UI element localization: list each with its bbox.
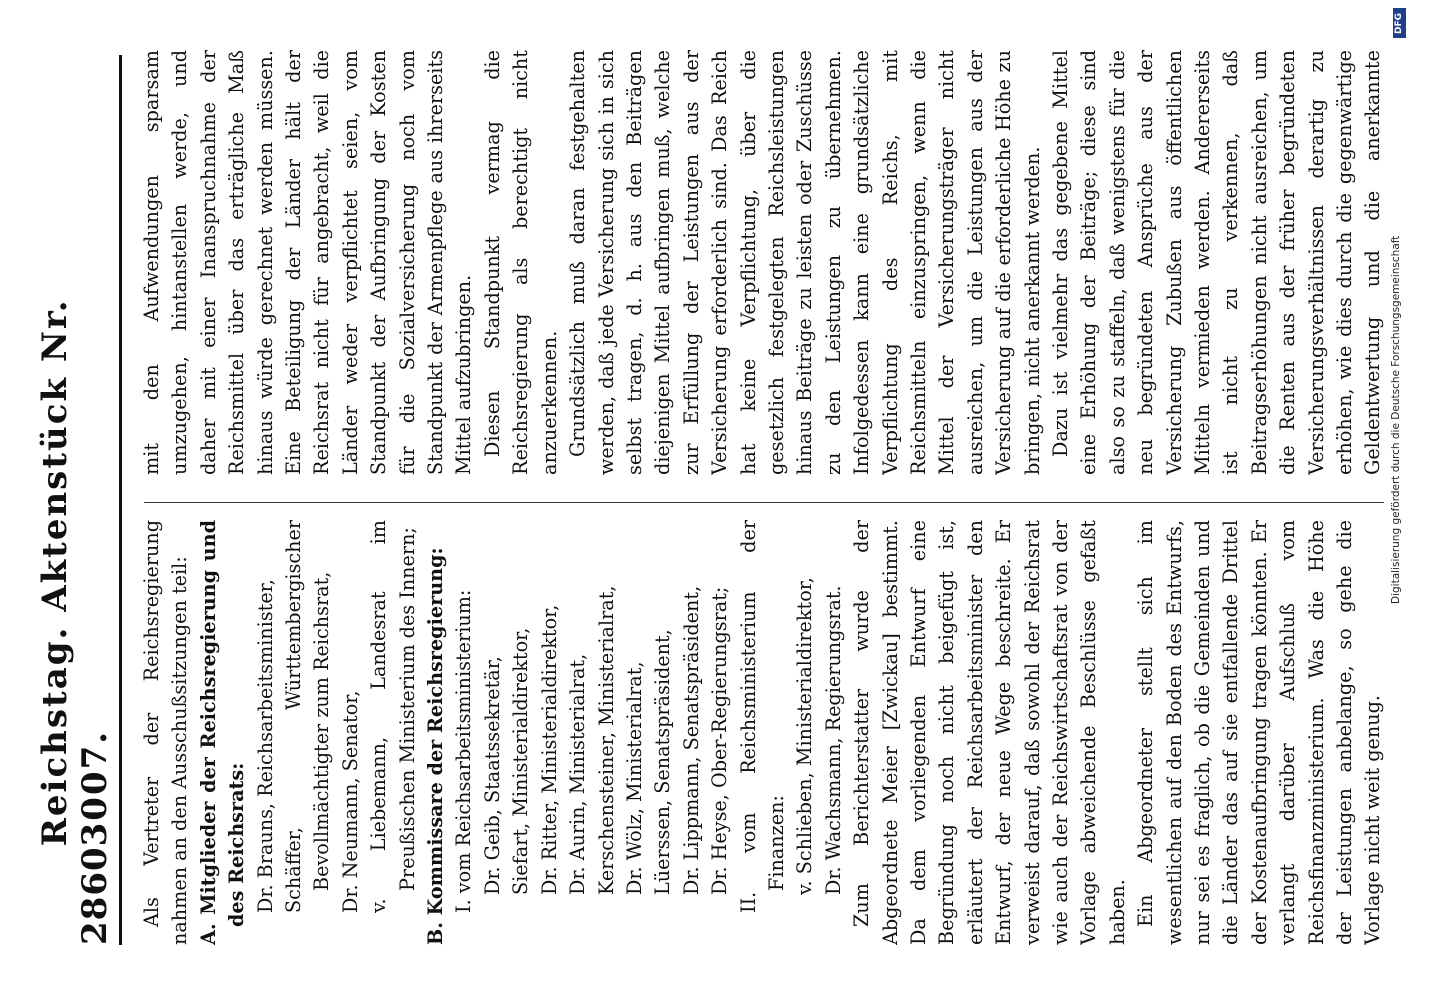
right-column-paragraph: Dazu ist vielmehr das gegebene Mittel eine Erhöhung der Beiträge; diese sind also so zu staffeln, daß wenigstens für die neu begründeten Ansprüche aus der Versicherung Zubußen aus öffentlichen Mitteln vermieden werden. Andererseits ist nicht zu verkennen, daß Beitragserhöhungen nicht ausreichen, um die Renten aus der früher begründeten Versicherungsverhältnissen derartig zu erhöhen, wie dies durch die gegenwärtige Geldentwertung und die anerkannte xyxy=(1049,50,1385,475)
left-column-paragraph: Dr. Wölz, Ministerialrat, xyxy=(622,661,646,895)
left-column-paragraph: Kerschensteiner, Ministerialrat, xyxy=(594,585,618,895)
left-column-paragraph: II. vom Reichsministerium der Finanzen: xyxy=(736,520,788,913)
left-column-paragraph: Dr. Wachsmann, Regierungsrat. xyxy=(821,585,845,895)
right-column-paragraph: mit den Aufwendungen sparsam umzugehen, hintanstellen werde, und daher mit einer Inanspruchnahme der Reichsmittel über das erträgliche Maß hinaus würde gerechnet werden müssen. Eine Beteiligung der Länder hält der Reichsrat nicht für angebracht, weil die Länder weder verpflichtet seien, vom Standpunkt der Aufbringung der Kosten für die Sozialversicherung noch vom Standpunkt der Armenpflege aus ihrerseits Mittel aufzubringen. xyxy=(140,50,476,475)
left-column-paragraph: Dr. Lippmann, Senatspräsident, xyxy=(679,585,703,895)
page-header xyxy=(35,55,122,945)
left-column-paragraph: Als Vertreter der Reichsregierung nahmen an den Ausschußsitzungen teil: xyxy=(140,520,192,945)
left-column-paragraph: Dr. Geib, Staatssekretär, xyxy=(480,656,504,895)
digitization-note: Digitalisierung gefördert durch die Deutsche Forschungsgemeinschaft xyxy=(1390,235,1402,604)
dfg-logo: DFG xyxy=(1393,8,1406,38)
left-column-paragraph: A. Mitglieder der Reichsregierung und des Reichsrats: xyxy=(196,520,249,945)
left-column-paragraph: Ein Abgeordneter stellt sich im wesentlichen auf den Boden des Entwurfs, nur sei es fraglich, ob die Gemeinden und die Länder das auf sie entfallende Drittel der Kostenaufbringung tragen könnten. Er verlangt darüber Aufschluß vom Reichsfinanzministerium. Was die Höhe der Leistungen anbelange, so gehe die Vorlage nicht weit genug. xyxy=(1134,520,1385,945)
left-column-paragraph: Siefart, Ministerialdirektor, xyxy=(509,627,533,895)
left-column-paragraph: Zum Berichterstatter wurde der Abgeordnete Meier [Zwickau] bestimmt. Da dem vorliegenden Entwurf eine Begründung noch nicht beigefügt ist, erläutert der Reichsarbeitsminister den Entwurf, der neue Wege beschreite. Er verweist darauf, daß sowohl der Reichsrat wie auch der Reichswirtschaftsrat von der Vorlage abweichende Beschlüsse gefaßt haben. xyxy=(850,520,1129,945)
right-column-paragraph: Grundsätzlich muß daran festgehalten werden, daß jede Versicherung sich in sich selbst tragen, d. h. aus den Beiträgen diejenigen Mittel aufbringen muß, welche zur Erfüllung der Leistungen aus der Versicherung erforderlich sind. Das Reich hat keine Verpflichtung, über die gesetzlich festgelegten Reichsleistungen hinaus Beiträge zu leisten oder Zuschüsse zu den Leistungen zu übernehmen. Infolgedessen kann eine grundsätzliche Verpflichtung des Reichs, mit Reichsmitteln einzuspringen, wenn die Mittel der Versicherungsträger nicht ausreichen, um die Leistungen aus der Versicherung auf die erforderliche Höhe zu bringen, nicht anerkannt werden. xyxy=(566,50,1044,475)
left-column-paragraph: Dr. Heyse, Ober-Regierungsrat; xyxy=(708,586,732,895)
left-column-paragraph: I. vom Reichsarbeitsministerium: xyxy=(452,589,476,913)
running-title: Reichstag. Aktenstück Nr. 3007. xyxy=(35,298,115,847)
left-column-paragraph: B. Kommissare der Reichsregierung: xyxy=(424,547,448,945)
right-column-paragraph: Diesen Standpunkt vermag die Reichsregierung als berechtigt nicht anzuerkennen. xyxy=(480,50,561,475)
left-column-paragraph: Dr. Aurin, Ministerialrat, xyxy=(566,653,590,895)
page-number: 2860 xyxy=(75,846,115,945)
left-column-paragraph: v. Schlieben, Ministerialdirektor, xyxy=(793,577,817,895)
left-column-paragraph: Dr. Neumann, Senator, xyxy=(338,690,362,913)
digitization-margin xyxy=(1372,0,1434,1000)
left-column xyxy=(138,520,1388,945)
left-column-paragraph: Schäffer, Württembergischer Bevollmächtigter zum Reichsrat, xyxy=(282,520,334,913)
left-column-paragraph: Dr. Brauns, Reichsarbeitsminister, xyxy=(253,579,277,913)
document-page xyxy=(35,0,1400,1000)
right-column xyxy=(138,50,1388,475)
left-column-paragraph: Lüerssen, Senatspräsident, xyxy=(651,629,675,895)
left-column-paragraph: Dr. Ritter, Ministerialdirektor, xyxy=(537,604,561,895)
left-column-paragraph: v. Liebemann, Landesrat im Preußischen Ministerium des Innern; xyxy=(367,520,419,913)
column-divider xyxy=(144,502,1384,503)
